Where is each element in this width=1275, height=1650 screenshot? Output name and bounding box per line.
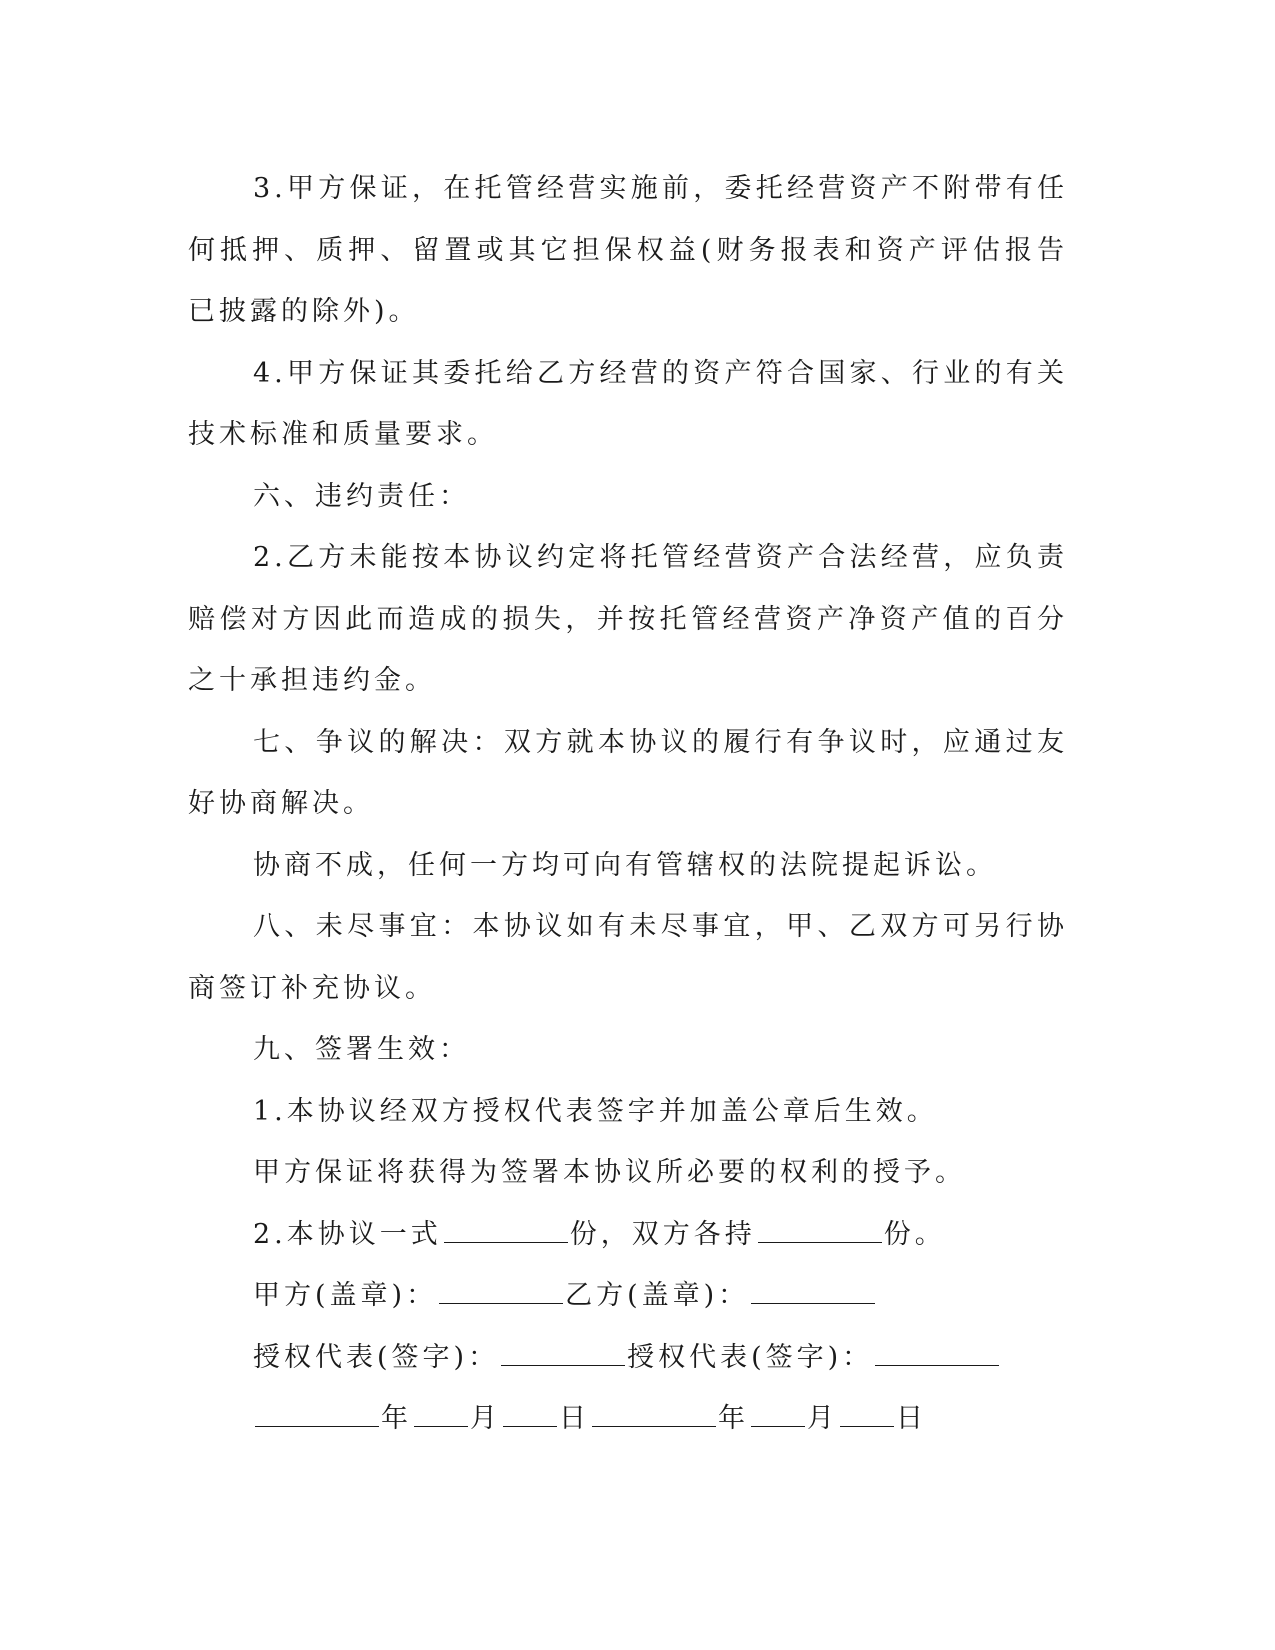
date-a-year-label: 年 [381, 1403, 412, 1434]
party-b-seal-blank[interactable] [751, 1277, 875, 1304]
date-line [188, 1388, 1068, 1450]
date-b-year-blank[interactable] [592, 1400, 716, 1427]
copies-prefix: 2.本协议一式 [253, 1218, 442, 1250]
date-b-day-blank[interactable] [840, 1400, 894, 1427]
copies-middle: 份，双方各持 [569, 1218, 756, 1250]
section-7-litigation: 协商不成，任何一方均可向有管辖权的法院提起诉讼。 [253, 849, 997, 881]
rep-b-label: 授权代表(签字)： [627, 1341, 874, 1373]
copies-each-blank[interactable] [758, 1216, 882, 1243]
party-a-seal-blank[interactable] [439, 1277, 563, 1304]
party-a-seal-label: 甲方(盖章)： [253, 1280, 438, 1311]
section-7-dispute: 七、争议的解决：双方就本协议的履行有争议时，应通过友好协商解决。 [188, 726, 1068, 819]
section-9-heading: 九、签署生效： [253, 1034, 470, 1065]
rep-a-signature-blank[interactable] [501, 1339, 625, 1366]
date-a-day-blank[interactable] [503, 1400, 557, 1427]
clause-5-4: 4.甲方保证其委托给乙方经营的资产符合国家、行业的有关技术标准和质量要求。 [188, 357, 1068, 450]
clause-6-2: 2.乙方未能按本协议约定将托管经营资产合法经营，应负责赔偿对方因此而造成的损失，并按托管经营资产净资产值的百分之十承担违约金。 [188, 542, 1068, 696]
copies-total-blank[interactable] [444, 1216, 568, 1243]
date-a-month-blank[interactable] [414, 1400, 468, 1427]
document-body [188, 158, 1068, 1450]
date-b-year-label: 年 [718, 1403, 749, 1434]
seal-line [188, 1265, 1068, 1327]
copies-line [188, 1204, 1068, 1266]
rep-b-signature-blank[interactable] [875, 1339, 999, 1366]
party-b-seal-label: 乙方(盖章)： [565, 1280, 750, 1311]
clause-9-authority: 甲方保证将获得为签署本协议所必要的权利的授予。 [253, 1157, 966, 1188]
rep-a-label: 授权代表(签字)： [253, 1341, 500, 1373]
date-b-day-label: 日 [896, 1403, 927, 1434]
date-b-month-label: 月 [807, 1403, 838, 1434]
section-8-matters: 八、未尽事宜：本协议如有未尽事宜，甲、乙双方可另行协商签订补充协议。 [188, 911, 1068, 1004]
representative-line [188, 1327, 1068, 1389]
date-a-month-label: 月 [470, 1403, 501, 1434]
clause-5-3: 3.甲方保证，在托管经营实施前，委托经营资产不附带有任何抵押、质押、留置或其它担保权益(财务报表和资产评估报告已披露的除外)。 [188, 173, 1068, 327]
section-6-heading: 六、违约责任： [253, 480, 470, 512]
copies-suffix: 份。 [883, 1218, 946, 1250]
date-b-month-blank[interactable] [751, 1400, 805, 1427]
clause-9-1: 1.本协议经双方授权代表签字并加盖公章后生效。 [253, 1095, 938, 1127]
date-a-year-blank[interactable] [255, 1400, 379, 1427]
date-a-day-label: 日 [559, 1403, 590, 1434]
